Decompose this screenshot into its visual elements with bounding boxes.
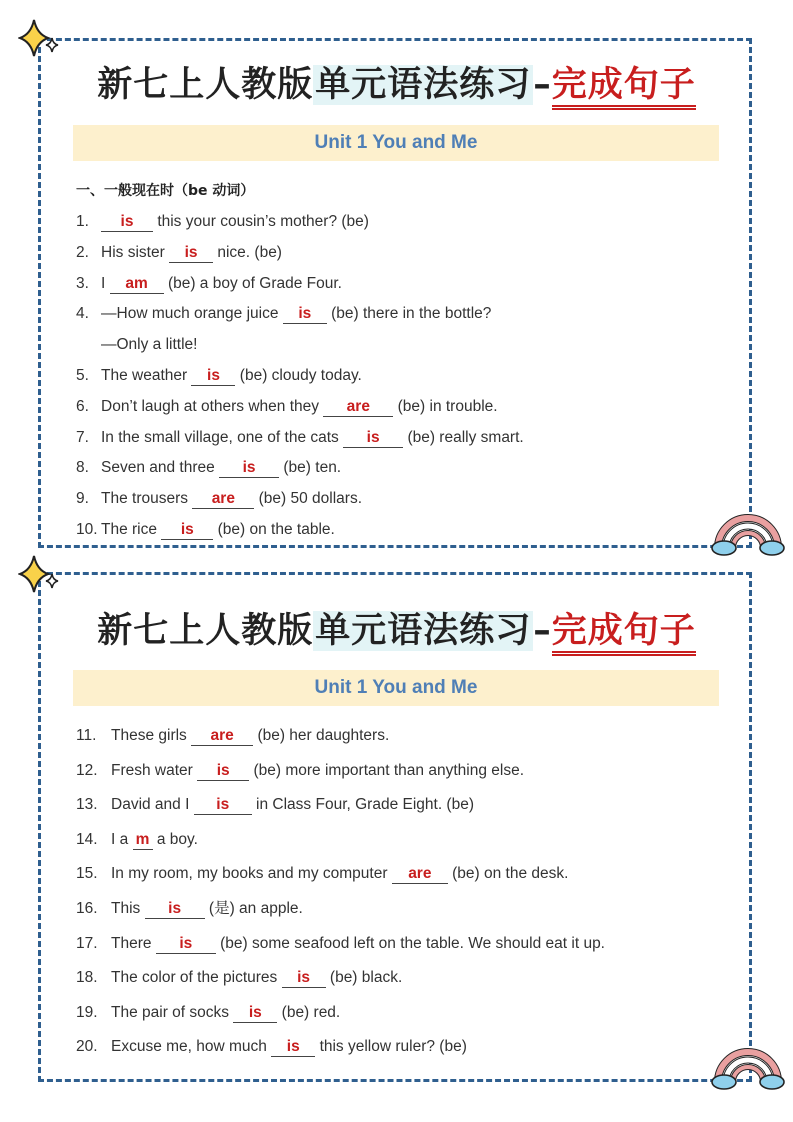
unit-title-bar: Unit 1 You and Me: [73, 670, 719, 706]
question-number: 9.: [76, 490, 89, 508]
question-text-after: (be) there in the bottle?: [331, 305, 492, 323]
question-number: 14.: [76, 830, 98, 848]
question-number: 15.: [76, 865, 98, 883]
question-text-after: nice. (be): [217, 243, 282, 261]
question-row: [76, 428, 524, 448]
rainbow-icon: [710, 1046, 786, 1090]
title-highlight: 单元语法练习: [315, 611, 532, 651]
question-number: 6.: [76, 397, 89, 415]
question-text-before: Fresh water: [111, 761, 193, 779]
question-text-after: (be) ten.: [283, 459, 342, 477]
answer-blank: are: [323, 398, 393, 417]
question-number: 17.: [76, 934, 98, 952]
answer-blank: is: [145, 900, 205, 919]
question-text-after: (be) black.: [329, 969, 403, 987]
question-text-before: The trousers: [101, 490, 189, 508]
sparkle-star-icon: [18, 552, 62, 596]
answer-blank: am: [110, 275, 164, 294]
title-red: 完成句子: [552, 611, 696, 656]
title-black: 新七上人教版: [97, 65, 314, 105]
question-text-before: —Only a little!: [101, 336, 198, 354]
question-row: [76, 795, 474, 815]
question-text-after: (be) more important than anything else.: [253, 761, 524, 779]
question-number: 11.: [76, 727, 97, 744]
question-row: [76, 864, 568, 884]
question-text-before: David and I: [111, 796, 190, 814]
question-row: [76, 366, 362, 386]
question-text-before: The weather: [101, 367, 188, 384]
question-text-before: Don’t laugh at others when they: [101, 397, 319, 415]
question-text-before: Excuse me, how much: [111, 1038, 267, 1056]
answer-blank: is: [282, 969, 326, 988]
answer-blank: m: [133, 831, 153, 850]
question-number: 10.: [76, 521, 98, 538]
question-row: [76, 458, 341, 478]
question-text-after: in Class Four, Grade Eight. (be): [256, 796, 475, 814]
question-row: [76, 212, 369, 232]
question-text-before: This: [111, 900, 141, 917]
question-row: [76, 520, 335, 540]
question-row: [76, 830, 198, 850]
answer-blank: is: [219, 459, 279, 478]
title-dash: –: [533, 611, 552, 651]
answer-blank: is: [101, 213, 153, 232]
question-text-before: I a: [111, 830, 129, 848]
question-text-after: this your cousin’s mother? (be): [157, 213, 369, 230]
question-row: [76, 397, 498, 417]
question-text-after: (be) on the desk.: [452, 865, 569, 883]
question-text-after: (be) 50 dollars.: [258, 490, 363, 508]
question-number: 18.: [76, 969, 98, 987]
answer-blank: is: [194, 796, 252, 815]
title-black: 新七上人教版: [97, 611, 314, 651]
answer-blank: are: [191, 727, 253, 746]
question-text-before: —How much orange juice: [101, 305, 279, 323]
question-text-before: The rice: [101, 521, 157, 538]
section-heading: 一、一般现在时（be 动词）: [76, 183, 255, 199]
question-number: 19.: [76, 1003, 98, 1021]
question-row: [76, 243, 282, 263]
answer-blank: is: [156, 935, 216, 954]
question-text-after: (be) on the table.: [217, 521, 335, 538]
question-number: 13.: [76, 796, 98, 814]
question-number: 1.: [76, 213, 89, 230]
answer-blank: is: [191, 367, 235, 386]
answer-blank: are: [192, 490, 254, 509]
question-text-before: Seven and three: [101, 459, 215, 477]
question-row: [76, 489, 362, 509]
question-text-before: These girls: [111, 727, 187, 744]
question-text-after: a boy.: [156, 830, 198, 848]
question-row: [76, 274, 342, 294]
question-number: 2.: [76, 243, 89, 261]
answer-blank: is: [271, 1038, 315, 1057]
answer-blank: is: [343, 429, 403, 448]
answer-blank: is: [169, 244, 213, 263]
question-number: 8.: [76, 459, 89, 477]
title-red: 完成句子: [552, 65, 696, 110]
question-text-after: (be) cloudy today.: [239, 367, 362, 384]
question-text-after: (be) some seafood left on the table. We should eat it up.: [220, 934, 605, 952]
question-text-before: There: [111, 934, 152, 952]
question-row: [76, 761, 524, 781]
page-title: [0, 603, 793, 653]
question-row: [76, 1037, 467, 1057]
question-text-before: I: [101, 274, 106, 292]
question-row: [76, 726, 389, 746]
question-row: [76, 899, 303, 919]
question-number: 12.: [76, 761, 98, 779]
question-row: [76, 934, 605, 954]
question-text-after: (be) a boy of Grade Four.: [167, 274, 342, 292]
question-number: 20.: [76, 1038, 98, 1056]
question-text-after: (是) an apple.: [208, 900, 303, 917]
title-highlight: 单元语法练习: [315, 65, 532, 105]
question-row: [76, 304, 491, 324]
answer-blank: are: [392, 865, 448, 884]
answer-blank: is: [233, 1004, 277, 1023]
question-text-before: In my room, my books and my computer: [111, 865, 388, 883]
question-number: 3.: [76, 274, 89, 292]
question-text-before: In the small village, one of the cats: [101, 428, 339, 446]
question-text-after: (be) really smart.: [407, 428, 524, 446]
rainbow-icon: [710, 512, 786, 556]
question-text-before: The pair of socks: [111, 1003, 230, 1021]
question-number: 4.: [76, 305, 89, 323]
answer-blank: is: [283, 305, 327, 324]
page-title: [0, 57, 793, 107]
title-dash: –: [533, 65, 552, 105]
question-row: [76, 335, 197, 355]
question-text-before: His sister: [101, 243, 165, 261]
question-text-after: this yellow ruler? (be): [319, 1038, 467, 1056]
question-row: [76, 968, 402, 988]
question-number: 16.: [76, 900, 98, 917]
question-text-after: (be) red.: [281, 1003, 341, 1021]
question-text-before: The color of the pictures: [111, 969, 278, 987]
question-text-after: (be) her daughters.: [257, 727, 390, 744]
answer-blank: is: [161, 521, 213, 540]
question-text-after: (be) in trouble.: [397, 397, 498, 415]
question-number: 5.: [76, 367, 89, 384]
question-row: [76, 1003, 340, 1023]
sparkle-star-icon: [18, 16, 62, 60]
unit-title-bar: Unit 1 You and Me: [73, 125, 719, 161]
answer-blank: is: [197, 762, 249, 781]
question-number: 7.: [76, 428, 89, 446]
